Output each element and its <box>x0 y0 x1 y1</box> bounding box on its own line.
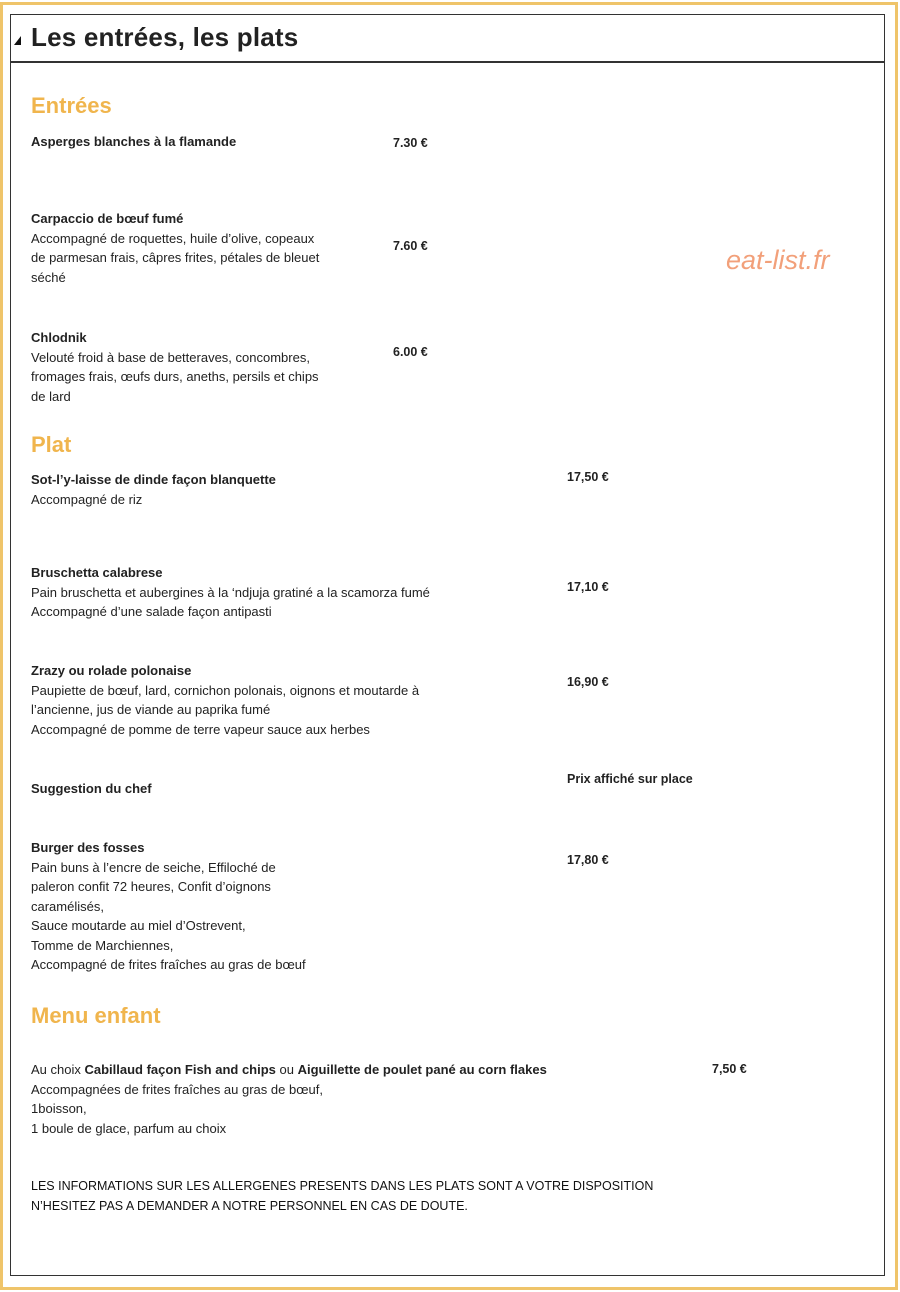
item-desc-line: Paupiette de bœuf, lard, cornichon polonais, oignons et moutarde à <box>31 682 420 698</box>
allergen-note-line: N’HESITEZ PAS A DEMANDER A NOTRE PERSONNEL EN CAS DE DOUTE. <box>31 1199 468 1213</box>
collapse-triangle-icon[interactable] <box>14 36 21 45</box>
item-name: Sot-l’y-laisse de dinde façon blanquette <box>31 472 276 487</box>
item-price: 7.30 € <box>393 136 428 150</box>
item-price: 7.60 € <box>393 239 428 253</box>
section-title-entrees: Entrées <box>31 93 112 118</box>
page-title: Les entrées, les plats <box>31 22 299 52</box>
item-name: Chlodnik <box>31 330 87 345</box>
item-desc-line: séché <box>31 269 66 285</box>
menu-item <box>31 838 306 975</box>
item-name: Bruschetta calabrese <box>31 565 163 580</box>
menu-item <box>31 132 236 152</box>
enfant-choice-2: Aiguillette de poulet pané au corn flakes <box>297 1062 547 1077</box>
item-desc-line: de lard <box>31 388 71 404</box>
menu-item-enfant <box>31 1060 547 1138</box>
menu-item <box>31 328 319 406</box>
item-desc-line: Accompagné de roquettes, huile d’olive, copeaux <box>31 230 315 246</box>
item-desc-line: 1boisson, <box>31 1101 87 1116</box>
item-desc-line: l’ancienne, jus de viande au paprika fumé <box>31 702 271 717</box>
item-desc-line: caramélisés, <box>31 898 104 914</box>
item-name: Zrazy ou rolade polonaise <box>31 663 192 678</box>
allergen-note <box>31 1176 653 1216</box>
item-name: Suggestion du chef <box>31 781 152 796</box>
item-desc-line: 1 boule de glace, parfum au choix <box>31 1120 227 1136</box>
item-desc-line: Tomme de Marchiennes, <box>31 937 174 953</box>
watermark: eat-list.fr <box>726 245 830 275</box>
menu-item <box>31 563 430 622</box>
allergen-note-line: LES INFORMATIONS SUR LES ALLERGENES PRESENTS DANS LES PLATS SONT A VOTRE DISPOSITION <box>31 1179 654 1193</box>
item-desc-line: Pain buns à l’encre de seiche, Effiloché de <box>31 859 276 875</box>
item-name: Carpaccio de bœuf fumé <box>31 211 184 226</box>
item-desc-line: Accompagnées de frites fraîches au gras de bœuf, <box>31 1081 323 1097</box>
item-desc-line: Accompagné de frites fraîches au gras de bœuf <box>31 957 306 972</box>
enfant-choice-line <box>31 1060 547 1080</box>
section-title-enfant: Menu enfant <box>31 1003 161 1028</box>
enfant-connector: ou <box>275 1062 298 1077</box>
menu-item <box>31 470 276 509</box>
item-desc-line: Accompagné de pomme de terre vapeur sauce aux herbes <box>31 721 370 737</box>
item-price: 17,10 € <box>567 580 609 594</box>
item-name: Burger des fosses <box>31 840 145 855</box>
item-desc-line: fromages frais, œufs durs, aneths, persils et chips <box>31 369 319 384</box>
menu-item <box>31 779 152 799</box>
menu-panel <box>10 14 885 1276</box>
item-desc-line: Pain bruschetta et aubergines à la ‘ndjuja gratiné a la scamorza fumé <box>31 584 430 600</box>
enfant-choice-1: Cabillaud façon Fish and chips <box>84 1062 276 1077</box>
item-desc-line: Accompagné d’une salade façon antipasti <box>31 604 272 619</box>
item-price: 17,80 € <box>567 853 609 867</box>
item-desc-line: paleron confit 72 heures, Confit d’oignons <box>31 879 271 894</box>
item-desc-line: Velouté froid à base de betteraves, concombres, <box>31 349 310 365</box>
item-desc-line: Accompagné de riz <box>31 491 143 507</box>
menu-item <box>31 209 319 287</box>
item-desc-line: Sauce moutarde au miel d’Ostrevent, <box>31 918 246 933</box>
item-name: Asperges blanches à la flamande <box>31 134 237 149</box>
item-price: 17,50 € <box>567 470 609 484</box>
section-title-plat: Plat <box>31 432 72 457</box>
item-price: Prix affiché sur place <box>567 772 693 786</box>
item-price: 6.00 € <box>393 345 428 359</box>
menu-item <box>31 661 419 739</box>
item-price: 16,90 € <box>567 675 609 689</box>
panel-header[interactable] <box>11 15 884 63</box>
item-price: 7,50 € <box>712 1062 747 1076</box>
enfant-intro: Au choix <box>31 1062 85 1077</box>
item-desc-line: de parmesan frais, câpres frites, pétales de bleuet <box>31 250 320 265</box>
